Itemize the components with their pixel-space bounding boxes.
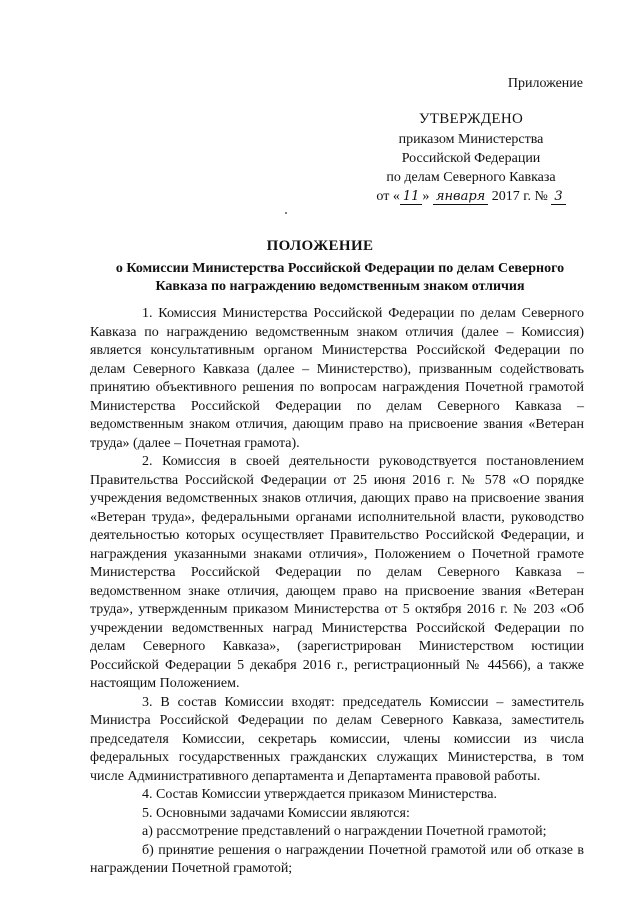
date-prefix: от « [376, 189, 400, 204]
paragraph-5a: а) рассмотрение представлений о награждении Почетной грамотой; [142, 824, 547, 839]
approval-block [340, 110, 602, 206]
document-subtitle: о Комиссии Министерства Российской Федерации по делам Северного Кавказа по награждению ведомственным знаком отличия [115, 261, 565, 294]
approval-date-line [340, 187, 602, 206]
paragraph-2: 2. Комиссия в своей деятельности руководствуется постановлением Правительства Российской Федерации от 25 июня 2016 г. № 578 «О порядке учреждения ведомственных знаков отличия, дающих право на присвоение звания «Ветеран труда», федеральными органами исполнительной власти, руководство деятельностью которых осуществляет Правительство Российской Федерации, и награждения указанными знаками отличия», Положением о Почетной грамоте Министерства Российской Федерации по делам Северного Кавказа – ведомственном знаке отличия, дающем право на присвоение звания «Ветеран труда», утвержденным приказом Министерства от 5 октября 2016 г. № 203 «Об учреждении ведомственных наград Министерства Российской Федерации по делам Северного Кавказа», (зарегистрирован Министерством юстиции Российской Федерации 5 декабря 2016 г., регистрационный № 44566), а также настоящим Положением. [90, 454, 584, 691]
approval-line-1: приказом Министерства [398, 132, 544, 147]
approval-line-2: Российской Федерации [401, 151, 541, 166]
document-body [90, 305, 584, 879]
date-day: 11 [400, 189, 423, 205]
paragraph-4: 4. Состав Комиссии утверждается приказом Министерства. [142, 787, 497, 802]
paragraph-1: 1. Комиссия Министерства Российской Федерации по делам Северного Кавказа по награждению ведомственным знаком отличия (далее – Комиссия) является консультативным органом Министерства Российской Федерации по делам Северного Кавказа (далее – Министерство), призванным содействовать принятию объективного решения по вопросам награждения Почетной грамотой Министерства Российской Федерации по делам Северного Кавказа – ведомственным знаком отличия, дающим право на присвоение звания «Ветеран труда» (далее – Почетная грамота). [90, 306, 584, 451]
paragraph-3: 3. В состав Комиссии входят: председатель Комиссии – заместитель Министра Российской Федерации по делам Северного Кавказа, заместитель председателя Комиссии, секретарь комиссии, члены комиссии из числа федеральных государственных гражданских служащих Министерства, в том числе Административного департамента и Департамента правовой работы. [90, 694, 584, 784]
document-title: ПОЛОЖЕНИЕ [266, 238, 374, 254]
paragraph-5b: б) принятие решения о награждении Почетной грамотой или об отказе в награждении Почетной грамотой; [90, 842, 584, 876]
scan-speck [285, 212, 287, 214]
order-number: 3 [551, 189, 565, 205]
paragraph-5: 5. Основными задачами Комиссии являются: [142, 805, 410, 821]
approval-line-3: по делам Северного Кавказа [386, 170, 556, 185]
date-mid: » [422, 189, 430, 204]
date-suffix: 2017 г. № [491, 189, 548, 204]
appendix-label: Приложение [507, 76, 583, 91]
date-month: января [433, 189, 488, 205]
approval-title: УТВЕРЖДЕНО [418, 111, 524, 127]
